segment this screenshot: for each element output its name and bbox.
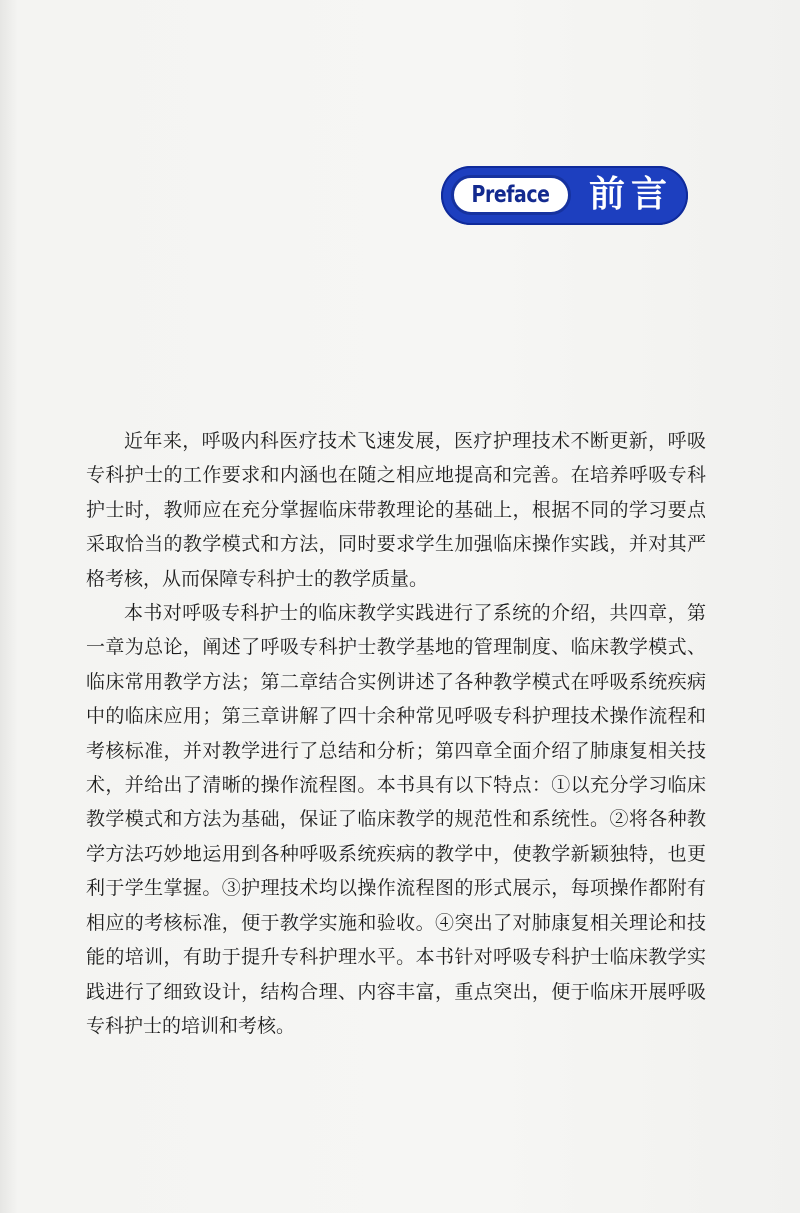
preface-badge [441,166,688,225]
preface-english-label: Preface [472,182,550,208]
preface-english-pill [451,175,571,215]
paragraph-2: 本书对呼吸专科护士的临床教学实践进行了系统的介绍，共四章，第一章为总论，阐述了呼吸专科护士教学基地的管理制度、临床教学模式、临床常用教学方法；第二章结合实例讲述了各种教学模式在呼吸系统疾病中的临床应用；第三章讲解了四十余种常见呼吸专科护理技术操作流程和考核标准，并对教学进行了总结和分析；第四章全面介绍了肺康复相关技术，并给出了清晰的操作流程图。本书具有以下特点：①以充分学习临床教学模式和方法为基础，保证了临床教学的规范性和系统性。②将各种教学方法巧妙地运用到各种呼吸系统疾病的教学中，使教学新颖独特，也更利于学生掌握。③护理技术均以操作流程图的形式展示，每项操作都附有相应的考核标准，便于教学实施和验收。④突出了对肺康复相关理论和技能的培训，有助于提升专科护理水平。本书针对呼吸专科护士临床教学实践进行了细致设计，结构合理、内容丰富，重点突出，便于临床开展呼吸专科护士的培训和考核。 [86,602,706,1037]
preface-chinese-label: 前言 [588,174,673,215]
paragraph-1: 近年来，呼吸内科医疗技术飞速发展，医疗护理技术不断更新，呼吸专科护士的工作要求和内涵也在随之相应地提高和完善。在培养呼吸专科护士时，教师应在充分掌握临床带教理论的基础上，根据不同的学习要点采取恰当的教学模式和方法，同时要求学生加强临床操作实践，并对其严格考核，从而保障专科护士的教学质量。 [86,430,706,590]
preface-body [86,424,706,1043]
